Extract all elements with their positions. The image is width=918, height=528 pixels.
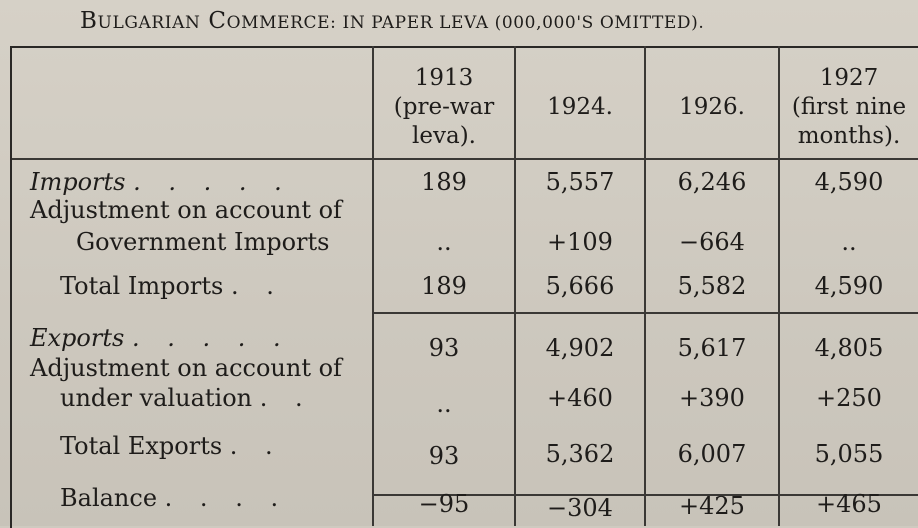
row-label-import-adjustment-1: Adjustment on account of: [30, 196, 342, 224]
row-label-exports: Exports . . . . .: [30, 324, 291, 352]
col-header-1924: 1924.: [547, 94, 613, 120]
cell: 5,362: [545, 440, 615, 468]
cell: 4,805: [814, 334, 884, 362]
total-rule: [374, 312, 918, 314]
col-header-1927: 1927 (first nine months).: [791, 65, 907, 149]
cell: +425: [679, 492, 745, 520]
cell: 93: [428, 442, 460, 470]
cell: 5,666: [545, 272, 615, 300]
cell: 5,617: [677, 334, 747, 362]
cell: 5,582: [677, 272, 747, 300]
cell: +390: [679, 384, 745, 412]
cell: 93: [428, 334, 460, 362]
cell: +460: [547, 384, 613, 412]
cell: ..: [436, 390, 452, 418]
col-header-1926: 1926.: [679, 94, 745, 120]
row-label-total-imports: Total Imports . .: [60, 272, 284, 300]
cell: −664: [679, 228, 745, 256]
cell: 4,590: [814, 168, 884, 196]
cell: 6,246: [677, 168, 747, 196]
cell: 189: [421, 272, 467, 300]
cell: 4,590: [814, 272, 884, 300]
cell: 4,902: [545, 334, 615, 362]
cell: 6,007: [677, 440, 747, 468]
cell: +465: [816, 490, 882, 518]
row-label-balance: Balance . . . .: [60, 484, 289, 512]
cell: 189: [421, 168, 467, 196]
row-label-total-exports: Total Exports . .: [60, 432, 283, 460]
cell: −304: [547, 494, 613, 522]
table-title: BULGARIAN COMMERCE: IN PAPER LEVA (000,000'S OMITTED).: [80, 8, 705, 34]
row-label-export-adjustment-2: under valuation . .: [60, 384, 313, 412]
col-header-1913: 1913 (pre-war leva).: [393, 65, 495, 149]
row-label-imports: Imports . . . . .: [30, 168, 292, 196]
cell: −95: [418, 490, 470, 518]
cell: ..: [841, 228, 857, 256]
cell: +250: [816, 384, 882, 412]
cell: 5,055: [814, 440, 884, 468]
cell: +109: [547, 228, 613, 256]
row-label-export-adjustment-1: Adjustment on account of: [30, 354, 342, 382]
row-label-import-adjustment-2: Government Imports: [76, 228, 330, 256]
cell: ..: [436, 228, 452, 256]
header-rule: [12, 158, 918, 160]
cell: 5,557: [545, 168, 615, 196]
